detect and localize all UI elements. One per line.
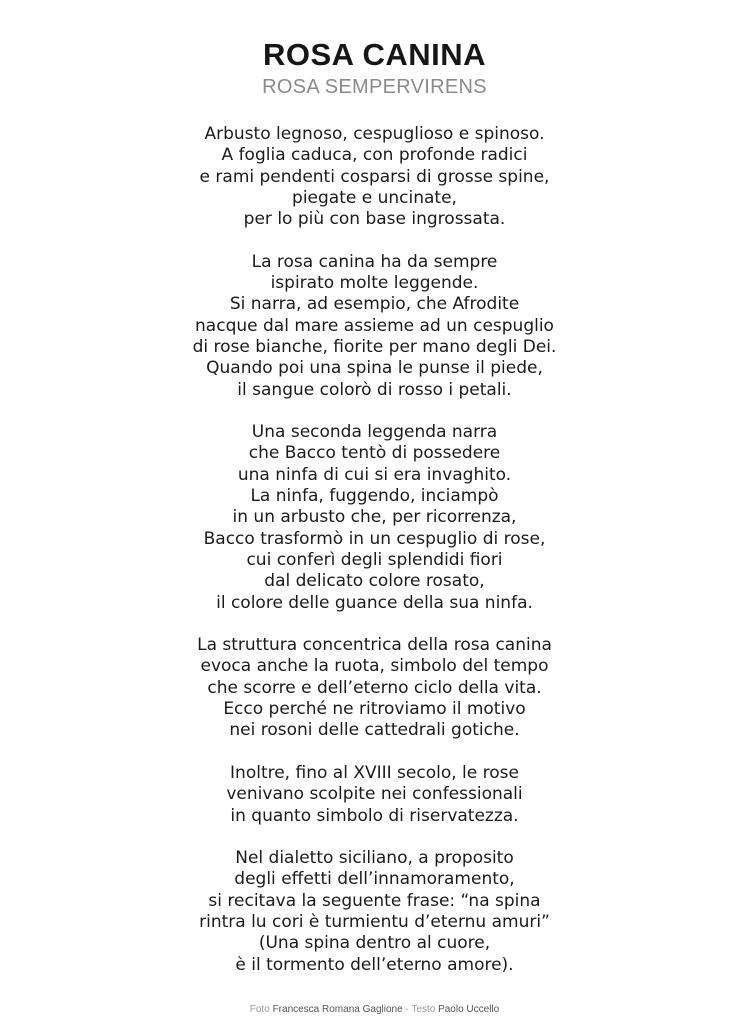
stanza (0, 763, 749, 827)
text-line: in quanto simbolo di riservatezza. (230, 805, 519, 826)
stanza (0, 422, 749, 614)
text-line: A foglia caduca, con profonde radici (221, 145, 528, 166)
text-credit-label: Testo (411, 1004, 436, 1015)
text-credit-name: Paolo Uccello (438, 1004, 500, 1015)
text-line: cui conferì degli splendidi fiori (246, 549, 503, 570)
text-line: Quando poi una spina le punse il piede, (206, 358, 543, 379)
text-line: Una seconda leggenda narra (251, 422, 498, 443)
text-line: (Una spina dentro al cuore, (258, 933, 491, 954)
text-line: Nel dialetto siciliano, a proposito (235, 848, 514, 869)
text-line: e rami pendenti cosparsi di grosse spine, (199, 166, 550, 187)
text-line: Si narra, ad esempio, che Afrodite (229, 294, 520, 315)
photo-credit-label: Foto (249, 1004, 270, 1015)
text-line: che scorre e dell’eterno ciclo della vita. (207, 677, 542, 698)
text-line: il sangue colorò di rosso i petali. (237, 379, 512, 400)
text-line: una ninfa di cui si era invaghito. (237, 464, 512, 485)
text-line: degli effetti dell’innamoramento, (234, 869, 515, 890)
text-line: il colore delle guance della sua ninfa. (216, 592, 533, 613)
text-line: La rosa canina ha da sempre (251, 251, 498, 272)
text-line: Ecco perché ne ritroviamo il motivo (223, 699, 526, 720)
credits (0, 1004, 749, 1016)
text-line: che Bacco tentò di possedere (248, 443, 501, 464)
text-line: La ninfa, fuggendo, inciampò (250, 486, 499, 507)
text-line: in un arbusto che, per ricorrenza, (232, 507, 517, 528)
text-line: si recitava la seguente frase: “na spina (208, 890, 541, 911)
stanza (0, 848, 749, 976)
stanza (0, 635, 749, 741)
text-line: di rose bianche, fiorite per mano degli Dei. (192, 336, 557, 357)
text-line: nacque dal mare assieme ad un cespuglio (195, 315, 554, 336)
text-line: piegate e uncinate, (292, 187, 457, 208)
text-line: rintra lu cori è turmientu d’eternu amuri” (199, 911, 550, 932)
text-line: per lo più con base ingrossata. (243, 209, 506, 230)
text-line: Bacco trasformò in un cespuglio di rose, (203, 528, 546, 549)
stanza (0, 252, 749, 401)
text-line: dal delicato colore rosato, (264, 571, 485, 592)
text-line: venivano scolpite nei confessionali (226, 784, 523, 805)
body-text (0, 124, 749, 997)
text-line: Arbusto legnoso, cespuglioso e spinoso. (204, 124, 545, 144)
text-line: è il tormento dell’eterno amore). (235, 954, 514, 975)
stanza (0, 124, 749, 230)
text-line: ispirato molte leggende. (270, 273, 479, 294)
photo-credit-name: Francesca Romana Gaglione (272, 1004, 403, 1015)
text-line: Inoltre, fino al XVIII secolo, le rose (230, 762, 519, 783)
text-line: nei rosoni delle cattedrali gotiche. (229, 720, 520, 741)
text-line: evoca anche la ruota, simbolo del tempo (200, 656, 549, 677)
credits-separator: - (405, 1004, 409, 1015)
page-subtitle: ROSA SEMPERVIRENS (262, 76, 487, 98)
page-title: ROSA CANINA (262, 37, 487, 72)
text-line: La struttura concentrica della rosa canina (197, 635, 552, 656)
